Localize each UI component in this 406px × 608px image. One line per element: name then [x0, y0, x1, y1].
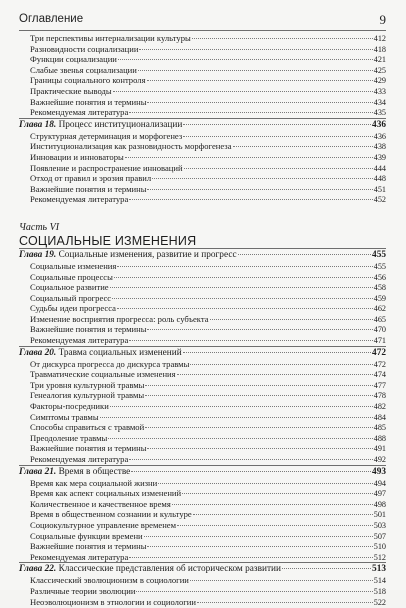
- entry-title: Социальное развитие: [30, 282, 109, 293]
- chapter-title: Классические представления об историческом развитии: [58, 564, 281, 575]
- toc-entry[interactable]: [19, 173, 386, 184]
- toc-entry[interactable]: [19, 531, 386, 542]
- leader-dots: [129, 557, 372, 558]
- leader-dots: [192, 38, 373, 39]
- entry-title: Функции социализации: [30, 54, 117, 65]
- leader-dots: [110, 287, 373, 288]
- entry-title: Преодоление травмы: [30, 432, 108, 443]
- entry-title: Симптомы травмы: [30, 411, 99, 422]
- entry-page: 456: [373, 272, 386, 282]
- toc-entry[interactable]: [19, 54, 386, 65]
- leader-dots: [145, 395, 373, 396]
- leader-dots: [113, 91, 373, 92]
- section-list: [19, 261, 386, 346]
- entry-page: 494: [373, 478, 386, 488]
- leader-dots: [238, 254, 371, 255]
- entry-title: Социокультурное управление временем: [30, 519, 177, 530]
- toc-entry[interactable]: [19, 272, 386, 283]
- entry-page: 439: [373, 152, 386, 162]
- toc-entry[interactable]: [19, 261, 386, 272]
- leader-dots: [147, 80, 373, 81]
- entry-page: 444: [373, 163, 386, 173]
- leader-dots: [193, 514, 373, 515]
- entry-page: 514: [373, 576, 386, 586]
- toc-entry[interactable]: [19, 575, 386, 586]
- toc-entry[interactable]: [19, 86, 386, 97]
- entry-page: 484: [373, 412, 386, 422]
- entry-page: 518: [373, 586, 386, 596]
- leader-dots: [145, 427, 373, 428]
- entry-title: Важнейшие понятия и термины: [30, 443, 147, 454]
- chapter-page: 493: [372, 466, 386, 477]
- leader-dots: [125, 157, 373, 158]
- leader-dots: [172, 504, 373, 505]
- chapter-page: 436: [372, 119, 386, 130]
- toc-entry[interactable]: [19, 184, 386, 195]
- entry-title: Изменение восприятия прогресса: роль субъекта: [30, 313, 209, 324]
- leader-dots: [147, 448, 372, 449]
- entry-page: 429: [373, 76, 386, 86]
- toc-entry[interactable]: [19, 509, 386, 520]
- toc-entry[interactable]: [19, 324, 386, 335]
- entry-page: 451: [373, 184, 386, 194]
- section-list: [19, 359, 386, 465]
- leader-dots: [144, 536, 373, 537]
- entry-title: Факторы-посредники: [30, 401, 109, 412]
- entry-page: 434: [373, 97, 386, 107]
- chapter-title: Процесс институционализации: [58, 119, 183, 130]
- toc-entry[interactable]: [19, 293, 386, 304]
- entry-page: 433: [373, 86, 386, 96]
- entry-page: 522: [373, 597, 386, 607]
- entry-title: От дискурса прогресса до дискурса травмы: [30, 358, 190, 369]
- entry-page: 462: [373, 304, 386, 314]
- entry-title: Различные теории эволюции: [30, 585, 136, 596]
- entry-page: 485: [373, 423, 386, 433]
- entry-page: 438: [373, 142, 386, 152]
- leader-dots: [184, 168, 373, 169]
- part-label: Часть VI: [19, 221, 60, 233]
- entry-page: 435: [373, 108, 386, 118]
- leader-dots: [183, 352, 371, 353]
- leader-dots: [197, 602, 373, 603]
- chapter-title: Время в обществе: [58, 466, 131, 477]
- entry-title: Классический эволюционизм в социологии: [30, 575, 189, 586]
- entry-page: 425: [373, 65, 386, 75]
- toc-entry[interactable]: [19, 194, 386, 205]
- toc-entry[interactable]: [19, 499, 386, 510]
- entry-title: Важнейшие понятия и термины: [30, 541, 147, 552]
- section-list: [19, 131, 386, 205]
- entry-page: 459: [373, 293, 386, 303]
- chapter-label: Глава 20.: [19, 347, 57, 358]
- entry-page: 510: [373, 542, 386, 552]
- entry-page: 418: [373, 44, 386, 54]
- leader-dots: [118, 59, 373, 60]
- entry-title: Отход от правил и эрозия правил: [30, 173, 152, 184]
- toc-entry[interactable]: [19, 586, 386, 597]
- leader-dots: [147, 102, 372, 103]
- entry-title: Рекомендуемая литература: [30, 194, 129, 205]
- entry-page: 477: [373, 380, 386, 390]
- chapter-page: 472: [372, 347, 386, 358]
- leader-dots: [282, 568, 371, 569]
- toc-entry[interactable]: [19, 282, 386, 293]
- entry-page: 455: [373, 261, 386, 271]
- leader-dots: [108, 438, 372, 439]
- toc-entry[interactable]: [19, 131, 386, 142]
- leader-dots: [131, 471, 371, 472]
- leader-dots: [145, 385, 372, 386]
- chapter-entry[interactable]: [19, 346, 386, 359]
- chapter-entry[interactable]: [19, 562, 386, 575]
- entry-title: Структурная детерминация и морфогенез: [30, 130, 183, 141]
- entry-title: Три уровня культурной травмы: [30, 379, 145, 390]
- leader-dots: [190, 364, 372, 365]
- entry-page: 497: [373, 489, 386, 499]
- entry-title: Рекомендуемая литература: [30, 551, 129, 562]
- entry-title: Важнейшие понятия и термины: [30, 96, 147, 107]
- entry-page: 478: [373, 391, 386, 401]
- entry-title: Социальные функции времени: [30, 530, 143, 541]
- chapter-entry[interactable]: [19, 249, 386, 261]
- leader-dots: [183, 124, 371, 125]
- entry-title: Неоэволюционизм в этнологии и социологии: [30, 596, 196, 607]
- toc-entry[interactable]: [19, 97, 386, 108]
- entry-page: 474: [373, 370, 386, 380]
- toc-entry[interactable]: [19, 44, 386, 55]
- leader-dots: [114, 277, 373, 278]
- section-list: [19, 478, 386, 563]
- leader-dots: [190, 580, 373, 581]
- leader-dots: [110, 406, 373, 407]
- page-header: [19, 12, 386, 31]
- entry-page: 488: [373, 433, 386, 443]
- toc-entry[interactable]: [19, 401, 386, 412]
- entry-page: 472: [373, 359, 386, 369]
- toc-entry[interactable]: [19, 422, 386, 433]
- leader-dots: [129, 199, 372, 200]
- leader-dots: [117, 266, 372, 267]
- chapter-entry[interactable]: [19, 118, 386, 131]
- entry-page: 512: [373, 552, 386, 562]
- entry-title: Время в общественном сознании и культуре: [30, 509, 192, 520]
- chapter-label: Глава 18.: [19, 119, 57, 130]
- toc-entry[interactable]: [19, 335, 386, 346]
- leader-dots: [158, 483, 372, 484]
- entry-page: 501: [373, 510, 386, 520]
- leader-dots: [112, 298, 373, 299]
- entry-title: Социальные изменения: [30, 260, 117, 271]
- entry-title: Слабые звенья социализации: [30, 64, 137, 75]
- chapter-page: 455: [372, 249, 386, 260]
- entry-title: Судьбы идеи прогресса: [30, 303, 116, 314]
- chapter-title: Социальные изменения, развитие и прогресс: [58, 249, 237, 260]
- entry-page: 412: [373, 34, 386, 43]
- chapter-page: 513: [372, 564, 386, 575]
- leader-dots: [177, 374, 373, 375]
- toc-entry[interactable]: [19, 303, 386, 314]
- entry-page: 465: [373, 314, 386, 324]
- entry-title: Время как мера социальной жизни: [30, 477, 158, 488]
- entry-title: Способы справиться с травмой: [30, 422, 145, 433]
- leader-dots: [177, 525, 373, 526]
- leader-dots: [139, 49, 372, 50]
- page-number: 9: [379, 12, 386, 27]
- toc-entry[interactable]: [19, 359, 386, 370]
- section-list: [19, 575, 386, 607]
- leader-dots: [136, 591, 372, 592]
- entry-title: Травматические социальные изменения: [30, 369, 176, 380]
- toc-entry[interactable]: [19, 541, 386, 552]
- entry-page: 421: [373, 55, 386, 65]
- section-list: [19, 33, 386, 118]
- toc-entry[interactable]: [19, 107, 386, 118]
- entry-title: Три перспективы интернализации культуры: [30, 33, 191, 43]
- entry-title: Разновидности социализации: [30, 43, 139, 54]
- toc-entry[interactable]: [19, 75, 386, 86]
- entry-title: Институционализация как разновидность морфогенеза: [30, 141, 232, 152]
- entry-title: Социальный прогресс: [30, 292, 112, 303]
- leader-dots: [117, 308, 373, 309]
- table-of-contents: [19, 33, 386, 607]
- entry-title: Рекомендуемая литература: [30, 107, 129, 118]
- leader-dots: [129, 459, 372, 460]
- leader-dots: [147, 546, 372, 547]
- entry-page: 471: [373, 336, 386, 346]
- entry-title: Социальные процессы: [30, 271, 113, 282]
- entry-page: 482: [373, 402, 386, 412]
- entry-page: 498: [373, 499, 386, 509]
- toc-entry[interactable]: [19, 33, 386, 44]
- toc-entry[interactable]: [19, 65, 386, 76]
- leader-dots: [129, 112, 372, 113]
- entry-page: 507: [373, 531, 386, 541]
- running-title: Оглавление: [19, 13, 84, 25]
- entry-page: 452: [373, 195, 386, 205]
- entry-page: 470: [373, 325, 386, 335]
- entry-title: Важнейшие понятия и термины: [30, 183, 147, 194]
- chapter-label: Глава 19.: [19, 249, 57, 260]
- toc-entry[interactable]: [19, 552, 386, 563]
- entry-title: Количественное и качественное время: [30, 498, 171, 509]
- entry-title: Практические выводы: [30, 85, 112, 96]
- leader-dots: [129, 340, 372, 341]
- entry-page: 458: [373, 283, 386, 293]
- leader-dots: [100, 417, 373, 418]
- toc-entry[interactable]: [19, 163, 386, 174]
- toc-entry[interactable]: [19, 478, 386, 489]
- toc-entry[interactable]: [19, 141, 386, 152]
- entry-title: Рекомендуемая литература: [30, 454, 129, 464]
- leader-dots: [233, 146, 373, 147]
- toc-entry[interactable]: [19, 454, 386, 465]
- chapter-label: Глава 21.: [19, 466, 57, 477]
- toc-entry[interactable]: [19, 520, 386, 531]
- entry-title: Инновации и инноваторы: [30, 151, 124, 162]
- entry-title: Рекомендуемая литература: [30, 335, 129, 346]
- entry-page: 492: [373, 455, 386, 464]
- entry-page: 448: [373, 174, 386, 184]
- toc-entry[interactable]: [19, 152, 386, 163]
- toc-entry[interactable]: [19, 443, 386, 454]
- toc-entry[interactable]: [19, 412, 386, 423]
- entry-title: Важнейшие понятия и термины: [30, 324, 147, 335]
- toc-entry[interactable]: [19, 597, 386, 608]
- leader-dots: [147, 189, 372, 190]
- toc-entry[interactable]: [19, 369, 386, 380]
- entry-title: Время как аспект социальных изменений: [30, 488, 182, 499]
- toc-entry[interactable]: [19, 314, 386, 325]
- leader-dots: [152, 178, 373, 179]
- entry-title: Появление и распространение инноваций: [30, 162, 183, 173]
- toc-entry[interactable]: [19, 380, 386, 391]
- entry-page: 491: [373, 444, 386, 454]
- entry-title: Генеалогия культурной травмы: [30, 390, 145, 401]
- toc-entry[interactable]: [19, 390, 386, 401]
- leader-dots: [182, 493, 373, 494]
- entry-title: Границы социального контроля: [30, 75, 146, 86]
- leader-dots: [210, 319, 373, 320]
- entry-page: 503: [373, 520, 386, 530]
- chapter-label: Глава 22.: [19, 564, 57, 575]
- leader-dots: [147, 329, 372, 330]
- chapter-title: Травма социальных изменений: [58, 347, 182, 358]
- toc-entry[interactable]: [19, 488, 386, 499]
- toc-entry[interactable]: [19, 433, 386, 444]
- part-title: СОЦИАЛЬНЫЕ ИЗМЕНЕНИЯ: [19, 234, 386, 249]
- leader-dots: [183, 136, 372, 137]
- leader-dots: [138, 70, 373, 71]
- chapter-entry[interactable]: [19, 465, 386, 478]
- entry-page: 436: [373, 131, 386, 141]
